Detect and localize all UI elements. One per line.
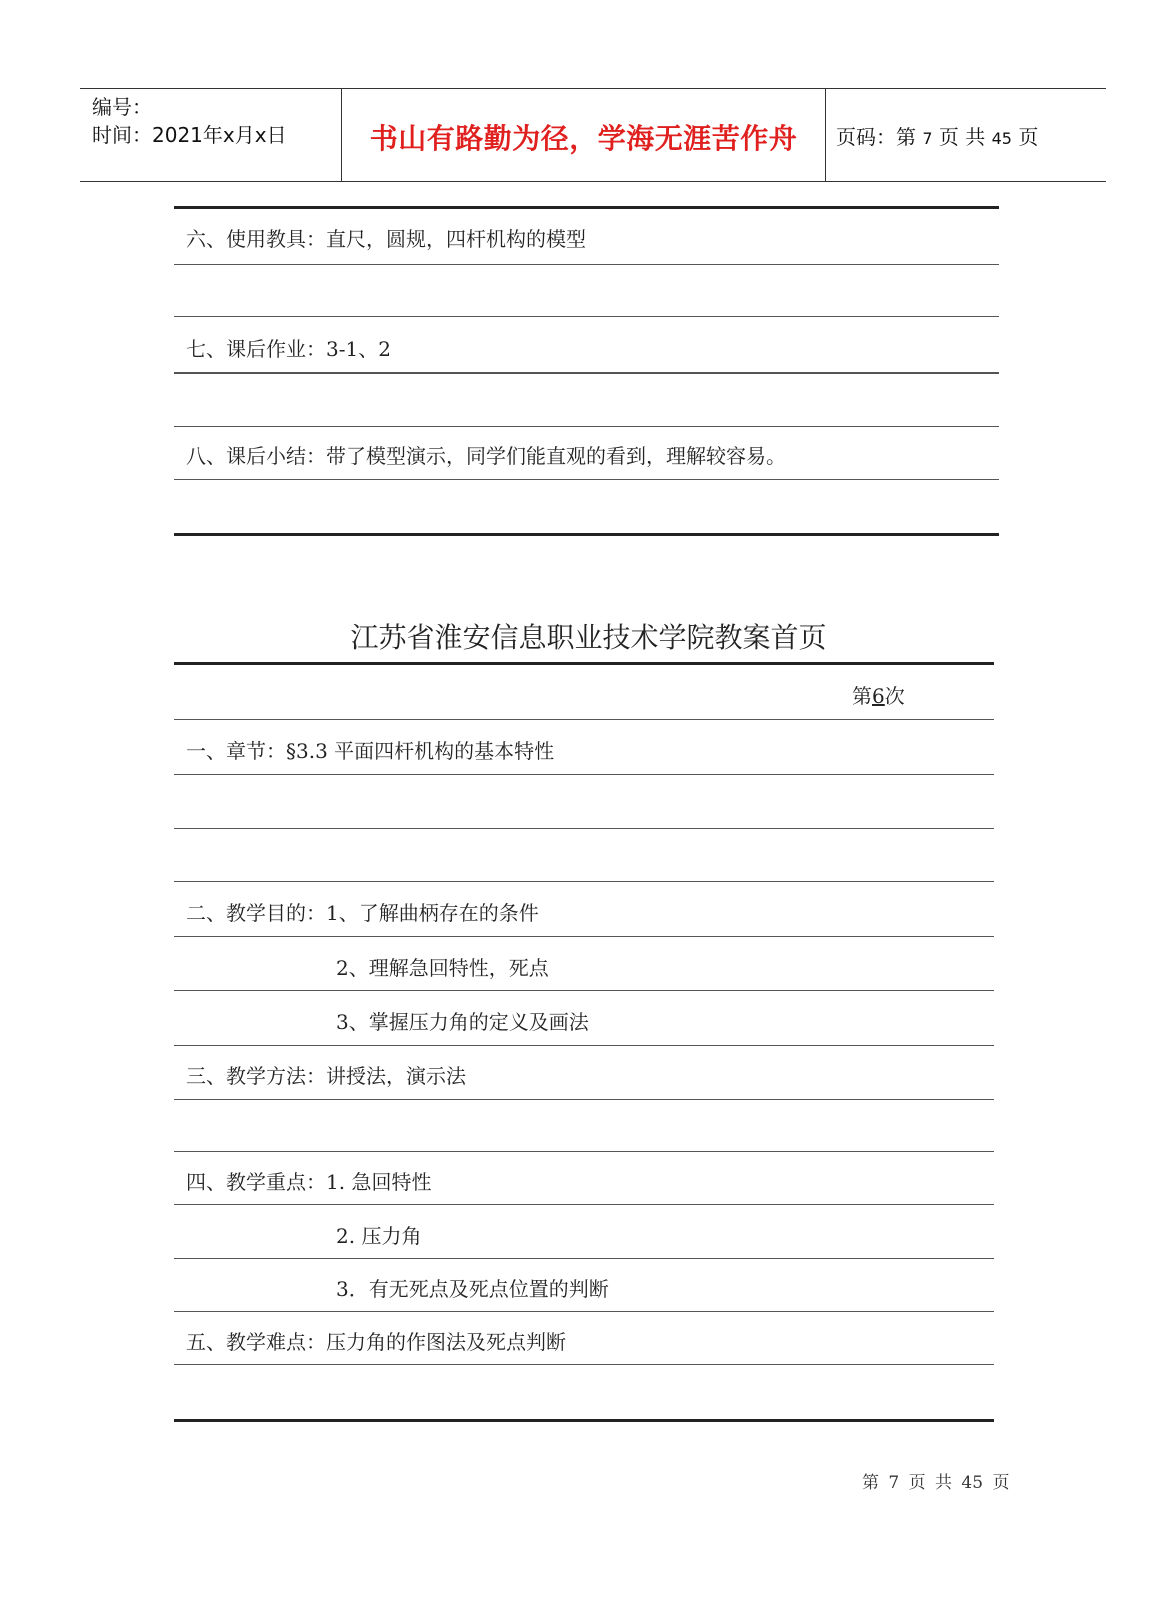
teaching-goal-row-3: 3、掌握压力角的定义及画法 [336,1010,589,1034]
section-top-rule [174,206,999,209]
row-divider [174,936,994,937]
key-point-row-1: 四、教学重点：1. 急回特性 [186,1170,432,1194]
page-mid: 页 共 [938,125,986,149]
teaching-method-row: 三、教学方法：讲授法，演示法 [186,1064,466,1088]
teaching-goal-row-1: 二、教学目的：1、了解曲柄存在的条件 [186,901,539,925]
row-divider [174,1099,994,1100]
row-divider [174,719,994,720]
count-number: 6 [872,684,885,708]
count-prefix: 第 [852,684,872,708]
header-motto: 书山有路勤为径，学海无涯苦作舟 [369,122,798,155]
header-motto-cell [342,89,826,181]
row-divider [174,828,994,829]
homework-row: 七、课后作业：3-1、2 [186,337,391,361]
row-divider [174,1311,994,1312]
row-divider [174,774,994,775]
row-divider [174,426,999,427]
count-suffix: 次 [884,684,905,708]
row-divider [174,372,999,374]
row-divider [174,1204,994,1205]
key-point-row-2: 2. 压力角 [336,1224,422,1248]
page-footer: 第 7 页 共 45 页 [862,1473,1010,1493]
section-bottom-rule [174,533,999,536]
document-time-label: 时间：2021年x月x日 [92,123,287,147]
page-header [80,88,1106,182]
row-divider [174,990,994,991]
summary-row: 八、课后小结：带了模型演示，同学们能直观的看到，理解较容易。 [186,444,786,468]
page-number: 7 [922,129,933,148]
chapter-row: 一、章节：§3.3 平面四杆机构的基本特性 [186,739,555,763]
document-number-label: 编号： [92,95,152,119]
teaching-tools-row: 六、使用教具：直尺，圆规，四杆机构的模型 [186,227,586,251]
row-divider [174,479,999,480]
row-divider [174,316,999,317]
page-total: 45 [991,129,1012,148]
lesson-count [852,680,905,709]
header-meta-cell [80,89,342,181]
key-point-row-3: 3．有无死点及死点位置的判断 [336,1277,609,1301]
row-divider [174,1364,994,1365]
row-divider [174,1258,994,1259]
page-prefix: 页码：第 [836,125,916,149]
row-divider [174,1151,994,1152]
row-divider [174,264,999,265]
page-suffix: 页 [1018,125,1039,149]
row-divider [174,1045,994,1046]
difficulty-row: 五、教学难点：压力角的作图法及死点判断 [186,1330,566,1354]
header-page-info [836,121,1038,150]
section-bottom-rule [174,1419,994,1422]
lesson-plan-title: 江苏省淮安信息职业技术学院教案首页 [350,621,827,654]
header-page-cell [826,89,1106,181]
teaching-goal-row-2: 2、理解急回特性，死点 [336,956,549,980]
row-divider [174,881,994,882]
title-rule [174,662,994,665]
